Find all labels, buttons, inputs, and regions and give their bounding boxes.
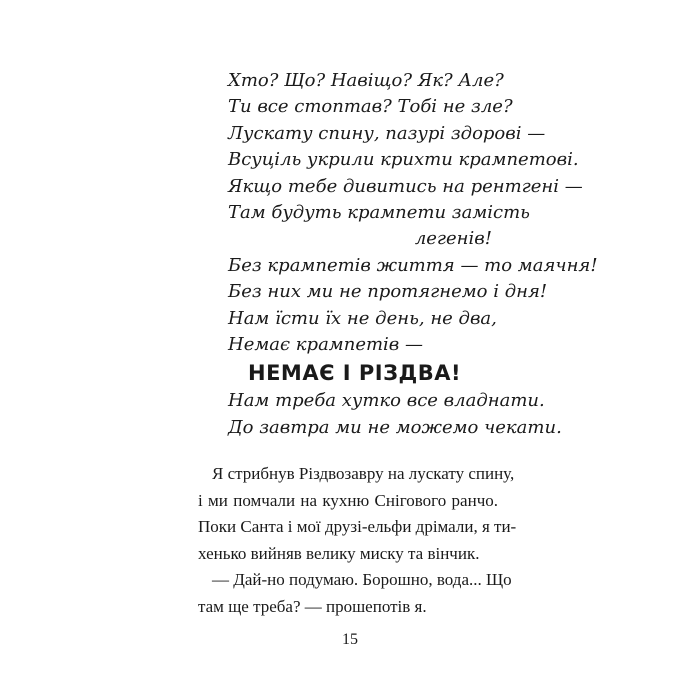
poem-line: Немає крампетів — <box>228 333 424 355</box>
poem-line: До завтра ми не можемо чекати. <box>228 416 562 438</box>
poem-line: Хто? Що? Навіщо? Як? Але? <box>228 70 504 91</box>
prose-line: Поки Санта і мої друзі-ельфи дрімали, я ти- <box>198 517 517 536</box>
poem-shout-line: НЕМАЄ І РІЗДВА! <box>248 361 462 386</box>
prose-line: — Дай-но подумаю. Борошно, вода... Що <box>212 570 512 589</box>
prose-line: хенько вийняв велику миску та вінчик. <box>198 543 480 563</box>
poem-line: Нам треба хутко все владнати. <box>228 390 545 412</box>
poem-line: Там будуть крампети замість <box>228 201 530 223</box>
poem-line-continuation: легенів! <box>414 228 492 250</box>
prose-line: і ми помчали на кухню Снігового ранчо. <box>198 490 498 510</box>
poem-line: Всуціль укрили крихти крампетові. <box>228 149 579 171</box>
prose-line: Я стрибнув Різдвозавру на лускату спину, <box>212 464 515 483</box>
prose-line: там ще треба? — прошепотів я. <box>198 596 427 616</box>
poem-line: Лускату спину, пазурі здорові — <box>228 122 546 144</box>
poem-line: Якщо тебе дивитись на рентгені — <box>228 175 583 197</box>
poem-block <box>228 68 598 441</box>
poem-line: Ти все стоптав? Тобі не зле? <box>228 96 513 118</box>
prose-block <box>198 461 517 620</box>
poem-line: Нам їсти їх не день, не два, <box>228 307 497 329</box>
poem-line: Без них ми не протягнемо і дня! <box>228 281 548 303</box>
poem-line: Без крампетів життя — то маячня! <box>228 254 598 276</box>
page-number: 15 <box>342 631 358 648</box>
